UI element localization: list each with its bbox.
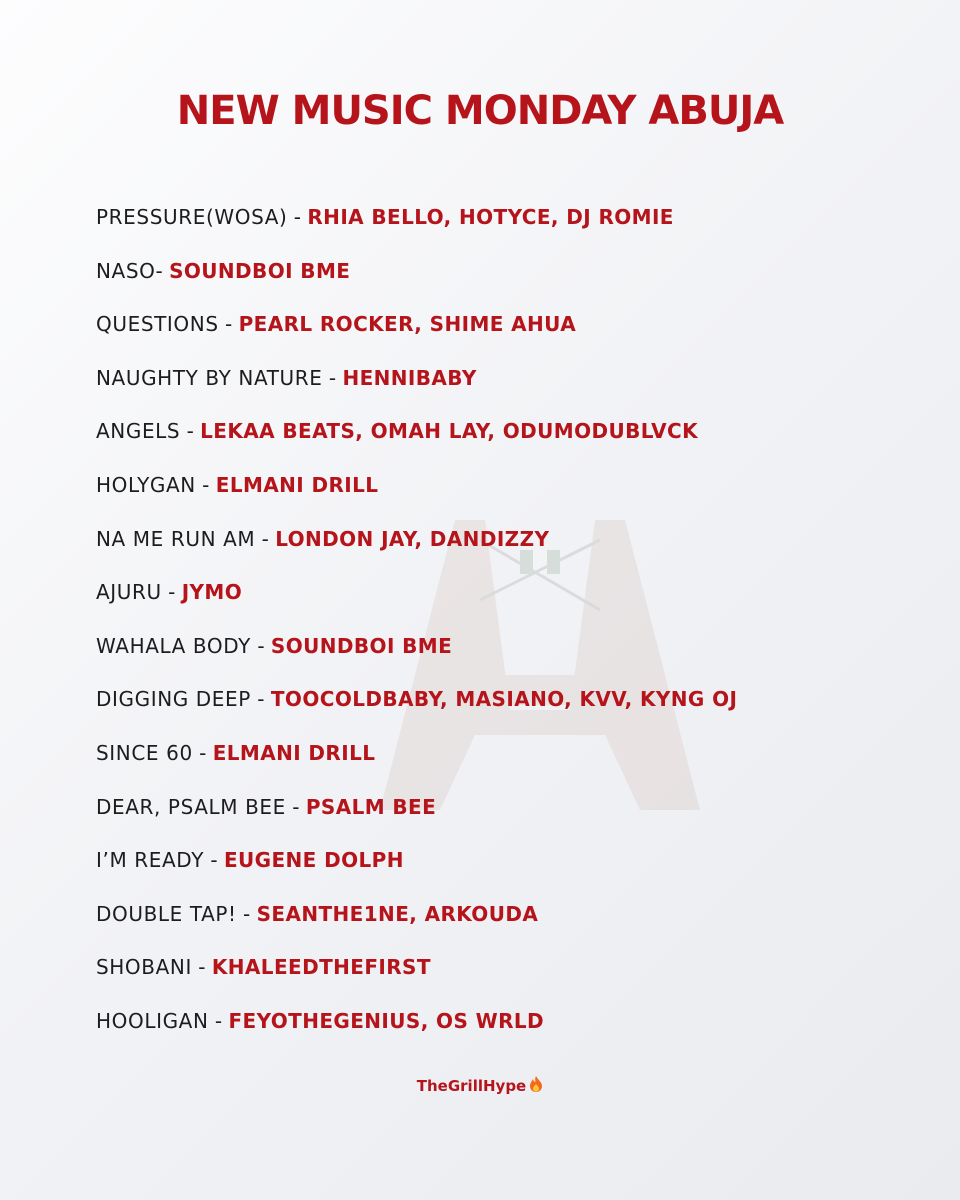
artist-names: ELMANI DRILL [215, 472, 379, 497]
artist-names: JYMO [181, 580, 243, 605]
separator: - [285, 794, 306, 819]
separator: - [161, 580, 182, 605]
separator: - [250, 633, 271, 658]
brand-handle: TheGrillHype [416, 1077, 527, 1095]
page-title: NEW MUSIC MONDAY ABUJA [176, 88, 784, 134]
list-item [96, 787, 916, 841]
separator: - [236, 901, 257, 926]
song-title: DEAR, PSALM BEE [96, 794, 286, 819]
artist-names: SOUNDBOI BME [270, 633, 453, 658]
song-title: HOOLIGAN [96, 1008, 209, 1033]
song-title: WAHALA BODY [96, 633, 251, 658]
artist-names: LEKAA BEATS, OMAH LAY, ODUMODUBLVCK [200, 419, 699, 444]
song-title: SINCE 60 [96, 740, 193, 765]
list-item [96, 840, 916, 894]
separator: - [255, 526, 276, 551]
list-item [96, 251, 916, 305]
brand-footer [0, 1075, 960, 1095]
list-item [96, 894, 916, 948]
artist-names: RHIA BELLO, HOTYCE, DJ ROMIE [307, 205, 674, 229]
separator: - [208, 1008, 229, 1033]
song-title: ANGELS [96, 419, 181, 444]
song-title: I’M READY [96, 848, 205, 873]
artist-names: SEANTHE1NE, ARKOUDA [256, 901, 539, 926]
artist-names: ELMANI DRILL [212, 740, 376, 765]
list-item [96, 626, 916, 680]
separator: - [218, 312, 239, 337]
separator: - [192, 740, 213, 765]
fire-icon [529, 1075, 543, 1093]
artist-names: EUGENE DOLPH [223, 848, 404, 873]
artist-names: LONDON JAY, DANDIZZY [275, 526, 550, 551]
separator: - [195, 472, 216, 497]
separator: - [191, 955, 212, 980]
list-item [96, 679, 916, 733]
separator: - [250, 687, 271, 712]
artist-names: PSALM BEE [305, 794, 437, 819]
list-item [96, 519, 916, 573]
artist-names: HENNIBABY [342, 365, 477, 390]
artist-names: TOOCOLDBABY, MASIANO, KVV, KYNG OJ [270, 687, 738, 712]
song-title: HOLYGAN [96, 472, 196, 497]
song-title: DOUBLE TAP! [96, 901, 237, 926]
list-item [96, 572, 916, 626]
list-item [96, 1001, 916, 1055]
list-item [96, 304, 916, 358]
separator: - [204, 848, 224, 873]
song-title: SHOBANI [96, 955, 192, 980]
song-title: AJURU [96, 580, 162, 605]
song-title: NA ME RUN AM [96, 526, 256, 551]
separator: - [322, 365, 343, 390]
song-title: QUESTIONS [96, 312, 219, 337]
track-list [96, 197, 916, 1055]
artist-names: KHALEEDTHEFIRST [211, 955, 431, 980]
artist-names: SOUNDBOI BME [169, 258, 351, 283]
list-item [96, 358, 916, 412]
separator: - [287, 205, 308, 229]
song-title: PRESSURE(WOSA) [96, 205, 288, 229]
list-item [96, 411, 916, 465]
separator: - [180, 419, 201, 444]
list-item [96, 465, 916, 519]
song-title: NAUGHTY BY NATURE [96, 365, 323, 390]
list-item [96, 197, 916, 251]
song-title: DIGGING DEEP [96, 687, 251, 712]
list-item [96, 947, 916, 1001]
artist-names: PEARL ROCKER, SHIME AHUA [238, 312, 577, 337]
list-item [96, 733, 916, 787]
artist-names: FEYOTHEGENIUS, OS WRLD [228, 1008, 545, 1033]
separator: - [155, 258, 170, 283]
song-title: NASO [96, 258, 156, 283]
